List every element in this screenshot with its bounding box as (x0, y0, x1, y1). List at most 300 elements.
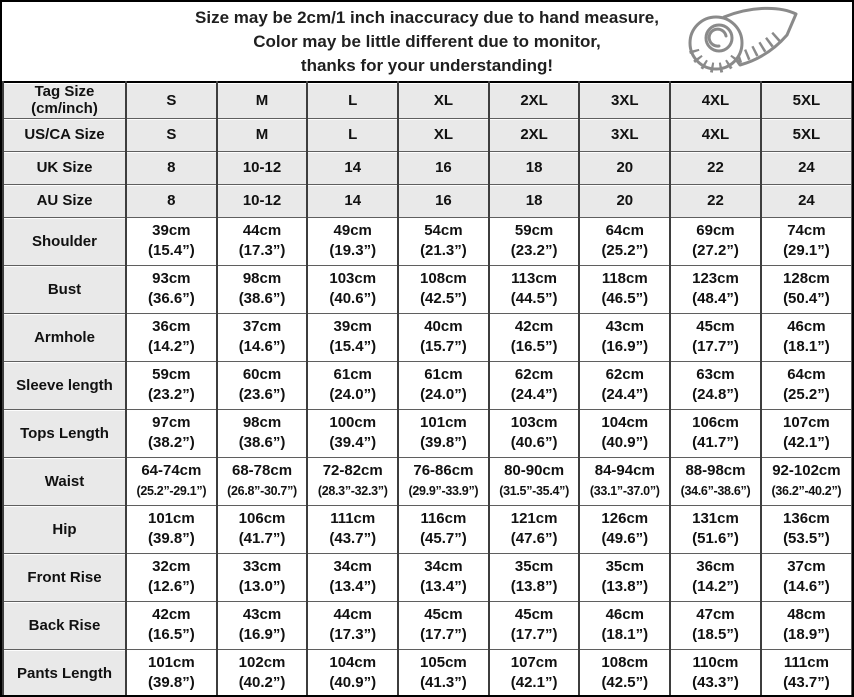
value-cm: 97cm (152, 414, 191, 431)
value-inch: (46.5”) (601, 290, 649, 307)
measure-cell (398, 265, 489, 313)
value-inch: (15.4”) (329, 338, 377, 355)
measure-cell (307, 601, 398, 649)
measure-cell (307, 553, 398, 601)
value-cm: 118cm (601, 270, 648, 287)
row-label-line1: Tag Size (34, 83, 95, 101)
value-cm: 42cm (152, 606, 191, 623)
table-row (3, 505, 852, 553)
notice-line-3: thanks for your understanding! (300, 55, 554, 75)
measure-cell (670, 457, 761, 505)
measure-cell (398, 409, 489, 457)
measure-cell (761, 553, 852, 601)
size-cell: 8 (126, 151, 217, 184)
value-cm: 62cm (514, 366, 554, 383)
measure-cell (579, 505, 670, 553)
size-cell: 16 (398, 184, 489, 217)
size-cell: 4XL (670, 82, 761, 118)
value-cm: 48cm (787, 606, 826, 623)
value-inch: (33.1”-37.0”) (589, 484, 660, 498)
row-label: AU Size (3, 184, 126, 217)
value-inch: (39.4”) (329, 434, 377, 451)
value-inch: (39.8”) (420, 434, 467, 451)
value-cm: 63cm (696, 366, 735, 383)
row-label: Armhole (3, 313, 126, 361)
size-cell: 22 (670, 151, 761, 184)
measure-cell (489, 313, 580, 361)
value-cm: 100cm (329, 414, 377, 431)
value-inch: (12.6”) (148, 578, 195, 595)
measure-cell (217, 217, 308, 265)
measure-cell (217, 505, 308, 553)
value-cm: 116cm (420, 510, 467, 527)
value-inch: (24.4”) (601, 386, 649, 403)
value-inch: (50.4”) (783, 290, 830, 307)
size-cell: 4XL (670, 118, 761, 151)
value-inch: (24.8”) (692, 386, 739, 403)
row-label: Back Rise (3, 601, 126, 649)
measure-cell (126, 457, 217, 505)
value-cm: 131cm (692, 510, 739, 527)
value-inch: (42.5”) (420, 290, 467, 307)
measure-cell (489, 265, 580, 313)
value-inch: (24.0”) (420, 386, 467, 403)
value-inch: (38.6”) (238, 290, 286, 307)
measure-cell (670, 265, 761, 313)
size-cell: 18 (489, 151, 580, 184)
value-inch: (16.9”) (238, 626, 286, 643)
value-cm: 61cm (424, 366, 463, 383)
value-inch: (25.2”) (783, 386, 830, 403)
size-cell: M (217, 118, 308, 151)
value-cm: 105cm (420, 654, 467, 671)
size-chart-table (2, 81, 852, 697)
value-cm: 64cm (605, 222, 644, 239)
value-cm: 46cm (605, 606, 644, 623)
measure-cell (307, 361, 398, 409)
measure-cell (670, 505, 761, 553)
size-cell: XL (398, 118, 489, 151)
value-inch: (39.8”) (148, 674, 195, 691)
value-inch: (26.8”-30.7”) (227, 484, 297, 498)
measure-cell (489, 217, 580, 265)
table-row (3, 553, 852, 601)
value-cm: 37cm (787, 558, 826, 575)
size-cell: S (126, 82, 217, 118)
value-cm: 88-98cm (685, 462, 746, 479)
value-inch: (41.7”) (692, 434, 739, 451)
value-cm: 72-82cm (322, 462, 383, 479)
measure-cell (126, 601, 217, 649)
value-inch: (18.1”) (783, 338, 830, 355)
value-inch: (43.7”) (329, 530, 377, 547)
value-inch: (42.1”) (783, 434, 830, 451)
value-cm: 34cm (333, 558, 372, 575)
measure-cell (398, 217, 489, 265)
measure-cell (761, 649, 852, 697)
value-cm: 98cm (242, 414, 282, 431)
value-inch: (40.6”) (329, 290, 377, 307)
value-inch: (17.3”) (238, 242, 286, 259)
value-cm: 43cm (242, 606, 282, 623)
row-label: Shoulder (3, 217, 126, 265)
value-cm: 35cm (514, 558, 554, 575)
value-cm: 64cm (787, 366, 826, 383)
table-row (3, 313, 852, 361)
value-cm: 46cm (787, 318, 826, 335)
value-inch: (17.7”) (420, 626, 467, 643)
value-inch: (17.3”) (329, 626, 377, 643)
value-inch: (40.6”) (510, 434, 558, 451)
value-cm: 37cm (242, 318, 282, 335)
measure-cell (579, 313, 670, 361)
notice-line-1: Size may be 2cm/1 inch inaccuracy due to hand measure, (195, 7, 659, 27)
value-cm: 45cm (514, 606, 554, 623)
measure-cell (579, 553, 670, 601)
value-cm: 104cm (601, 414, 649, 431)
value-inch: (39.8”) (148, 530, 195, 547)
value-cm: 101cm (420, 414, 467, 431)
value-inch: (43.3”) (692, 674, 739, 691)
value-inch: (16.9”) (601, 338, 649, 355)
value-cm: 108cm (601, 654, 649, 671)
measure-cell (579, 409, 670, 457)
value-cm: 39cm (333, 318, 372, 335)
value-cm: 113cm (511, 270, 558, 287)
row-label: Bust (3, 265, 126, 313)
value-inch: (29.9”-33.9”) (408, 484, 479, 498)
value-inch: (14.2”) (692, 578, 739, 595)
value-cm: 60cm (242, 366, 282, 383)
value-cm: 98cm (242, 270, 282, 287)
value-cm: 136cm (783, 510, 830, 527)
value-inch: (19.3”) (329, 242, 377, 259)
value-cm: 84-94cm (594, 462, 655, 479)
value-cm: 42cm (514, 318, 554, 335)
value-cm: 68-78cm (232, 462, 293, 479)
value-cm: 33cm (242, 558, 282, 575)
value-inch: (40.9”) (329, 674, 377, 691)
value-cm: 54cm (424, 222, 463, 239)
measure-cell (307, 505, 398, 553)
value-cm: 40cm (424, 318, 463, 335)
value-cm: 34cm (424, 558, 463, 575)
row-label: Hip (3, 505, 126, 553)
value-cm: 123cm (692, 270, 739, 287)
size-cell: 20 (579, 151, 670, 184)
value-cm: 101cm (147, 510, 195, 527)
measure-cell (217, 601, 308, 649)
measure-cell (398, 505, 489, 553)
value-cm: 47cm (696, 606, 735, 623)
value-cm: 74cm (787, 222, 826, 239)
measure-cell (217, 457, 308, 505)
value-cm: 43cm (605, 318, 644, 335)
row-label: US/CA Size (3, 118, 126, 151)
value-cm: 107cm (783, 414, 830, 431)
value-cm: 61cm (333, 366, 372, 383)
value-inch: (41.3”) (420, 674, 467, 691)
value-cm: 69cm (696, 222, 735, 239)
value-cm: 104cm (329, 654, 377, 671)
value-cm: 103cm (510, 414, 558, 431)
measure-cell (579, 217, 670, 265)
value-cm: 64-74cm (141, 462, 202, 479)
measure-cell (217, 265, 308, 313)
value-inch: (53.5”) (783, 530, 830, 547)
table-row (3, 457, 852, 505)
measure-cell (217, 409, 308, 457)
value-cm: 49cm (333, 222, 372, 239)
value-inch: (23.2”) (148, 386, 195, 403)
measure-cell (579, 649, 670, 697)
measure-cell (489, 601, 580, 649)
measure-cell (217, 649, 308, 697)
value-cm: 36cm (696, 558, 735, 575)
size-cell: 5XL (761, 82, 852, 118)
measure-cell (761, 217, 852, 265)
value-cm: 107cm (510, 654, 558, 671)
value-cm: 103cm (329, 270, 377, 287)
measure-cell (398, 361, 489, 409)
value-inch: (27.2”) (692, 242, 739, 259)
value-cm: 32cm (152, 558, 191, 575)
size-table-body (3, 82, 852, 697)
value-inch: (29.1”) (783, 242, 830, 259)
value-inch: (41.7”) (238, 530, 286, 547)
tape-measure-icon (686, 5, 808, 79)
measure-cell (670, 601, 761, 649)
value-inch: (25.2”) (601, 242, 649, 259)
value-cm: 59cm (152, 366, 191, 383)
size-cell: M (217, 82, 308, 118)
size-cell: 10-12 (217, 184, 308, 217)
value-inch: (24.0”) (329, 386, 377, 403)
value-inch: (48.4”) (692, 290, 739, 307)
measure-cell (489, 361, 580, 409)
measure-cell (489, 409, 580, 457)
value-inch: (13.4”) (420, 578, 467, 595)
value-inch: (51.6”) (692, 530, 739, 547)
size-cell: L (307, 82, 398, 118)
size-cell: 14 (307, 184, 398, 217)
value-inch: (31.5”-35.4”) (499, 484, 569, 498)
value-inch: (42.5”) (601, 674, 649, 691)
size-cell: 18 (489, 184, 580, 217)
size-cell: 5XL (761, 118, 852, 151)
table-row (3, 265, 852, 313)
value-cm: 45cm (424, 606, 463, 623)
value-inch: (23.2”) (510, 242, 558, 259)
measure-cell (307, 457, 398, 505)
measure-cell (126, 553, 217, 601)
value-inch: (14.6”) (783, 578, 830, 595)
measure-cell (579, 265, 670, 313)
row-label: Sleeve length (3, 361, 126, 409)
measure-cell (670, 409, 761, 457)
value-inch: (28.3”-32.3”) (317, 484, 388, 498)
value-cm: 101cm (147, 654, 195, 671)
value-inch: (34.6”-38.6”) (680, 484, 751, 498)
measure-cell (126, 265, 217, 313)
value-cm: 121cm (510, 510, 558, 527)
size-cell: 22 (670, 184, 761, 217)
measure-cell (579, 601, 670, 649)
measure-cell (489, 505, 580, 553)
measure-cell (307, 265, 398, 313)
row-label (3, 82, 126, 118)
size-cell: 2XL (489, 118, 580, 151)
value-inch: (13.0”) (238, 578, 286, 595)
measure-cell (398, 313, 489, 361)
value-inch: (24.4”) (510, 386, 558, 403)
value-cm: 39cm (152, 222, 191, 239)
table-row (3, 184, 852, 217)
measure-cell (126, 217, 217, 265)
size-cell: 2XL (489, 82, 580, 118)
measure-cell (307, 217, 398, 265)
table-row (3, 151, 852, 184)
size-cell: S (126, 118, 217, 151)
measure-cell (761, 361, 852, 409)
value-inch: (38.6”) (238, 434, 286, 451)
row-label-line2: (cm/inch) (31, 100, 98, 118)
measure-cell (126, 313, 217, 361)
value-inch: (45.7”) (420, 530, 467, 547)
value-cm: 62cm (605, 366, 644, 383)
value-cm: 36cm (152, 318, 191, 335)
measure-cell (307, 649, 398, 697)
value-cm: 102cm (238, 654, 286, 671)
value-inch: (36.2”-40.2”) (771, 484, 842, 498)
value-inch: (13.4”) (329, 578, 377, 595)
measure-cell (489, 457, 580, 505)
row-label: Front Rise (3, 553, 126, 601)
measure-cell (398, 553, 489, 601)
row-label: Pants Length (3, 649, 126, 697)
value-cm: 45cm (696, 318, 735, 335)
value-inch: (23.6”) (238, 386, 286, 403)
value-inch: (16.5”) (510, 338, 558, 355)
measure-cell (398, 601, 489, 649)
value-inch: (13.8”) (510, 578, 558, 595)
value-cm: 106cm (692, 414, 739, 431)
measure-cell (398, 457, 489, 505)
measure-cell (761, 313, 852, 361)
measure-cell (761, 409, 852, 457)
value-inch: (44.5”) (510, 290, 558, 307)
size-cell: 3XL (579, 118, 670, 151)
measure-cell (670, 313, 761, 361)
value-cm: 44cm (333, 606, 372, 623)
size-cell: 14 (307, 151, 398, 184)
measure-cell (126, 505, 217, 553)
table-row (3, 409, 852, 457)
value-inch: (14.6”) (238, 338, 286, 355)
value-cm: 92-102cm (772, 462, 841, 479)
table-row (3, 82, 852, 118)
measure-cell (761, 601, 852, 649)
value-inch: (17.7”) (692, 338, 739, 355)
value-inch: (49.6”) (601, 530, 649, 547)
value-cm: 93cm (152, 270, 191, 287)
value-inch: (25.2”-29.1”) (136, 484, 207, 498)
row-label: UK Size (3, 151, 126, 184)
value-cm: 128cm (783, 270, 830, 287)
measure-cell (489, 649, 580, 697)
size-cell: L (307, 118, 398, 151)
measure-cell (670, 217, 761, 265)
value-inch: (13.8”) (601, 578, 649, 595)
value-cm: 35cm (605, 558, 644, 575)
measure-cell (670, 361, 761, 409)
measure-cell (579, 361, 670, 409)
value-cm: 76-86cm (413, 462, 474, 479)
value-cm: 108cm (420, 270, 467, 287)
measure-cell (217, 313, 308, 361)
table-row (3, 649, 852, 697)
value-cm: 106cm (238, 510, 286, 527)
size-cell: 10-12 (217, 151, 308, 184)
row-label: Waist (3, 457, 126, 505)
value-inch: (15.7”) (420, 338, 467, 355)
table-row (3, 118, 852, 151)
value-inch: (40.2”) (238, 674, 286, 691)
value-cm: 59cm (514, 222, 554, 239)
size-cell: 3XL (579, 82, 670, 118)
size-cell: 16 (398, 151, 489, 184)
measure-cell (217, 553, 308, 601)
measure-cell (761, 265, 852, 313)
measure-cell (217, 361, 308, 409)
value-cm: 111cm (330, 510, 376, 527)
value-cm: 80-90cm (504, 462, 565, 479)
measure-cell (126, 649, 217, 697)
value-inch: (38.2”) (148, 434, 195, 451)
value-inch: (43.7”) (783, 674, 830, 691)
value-inch: (18.5”) (692, 626, 739, 643)
size-cell: 24 (761, 151, 852, 184)
value-inch: (15.4”) (148, 242, 195, 259)
value-inch: (16.5”) (148, 626, 195, 643)
value-inch: (14.2”) (148, 338, 195, 355)
measure-cell (670, 649, 761, 697)
value-inch: (17.7”) (510, 626, 558, 643)
value-cm: 110cm (692, 654, 739, 671)
value-inch: (18.9”) (783, 626, 830, 643)
measure-cell (126, 409, 217, 457)
size-cell: 20 (579, 184, 670, 217)
value-inch: (40.9”) (601, 434, 649, 451)
value-inch: (18.1”) (601, 626, 649, 643)
notice-line-2: Color may be little different due to monitor, (253, 31, 601, 51)
measure-cell (307, 313, 398, 361)
table-row (3, 217, 852, 265)
measure-cell (307, 409, 398, 457)
size-cell: XL (398, 82, 489, 118)
value-inch: (47.6”) (510, 530, 558, 547)
row-label: Tops Length (3, 409, 126, 457)
measure-cell (489, 553, 580, 601)
size-cell: 24 (761, 184, 852, 217)
measure-cell (761, 457, 852, 505)
value-cm: 126cm (601, 510, 649, 527)
measure-cell (579, 457, 670, 505)
size-cell: 8 (126, 184, 217, 217)
value-cm: 111cm (783, 654, 829, 671)
value-cm: 44cm (242, 222, 282, 239)
value-inch: (21.3”) (420, 242, 467, 259)
